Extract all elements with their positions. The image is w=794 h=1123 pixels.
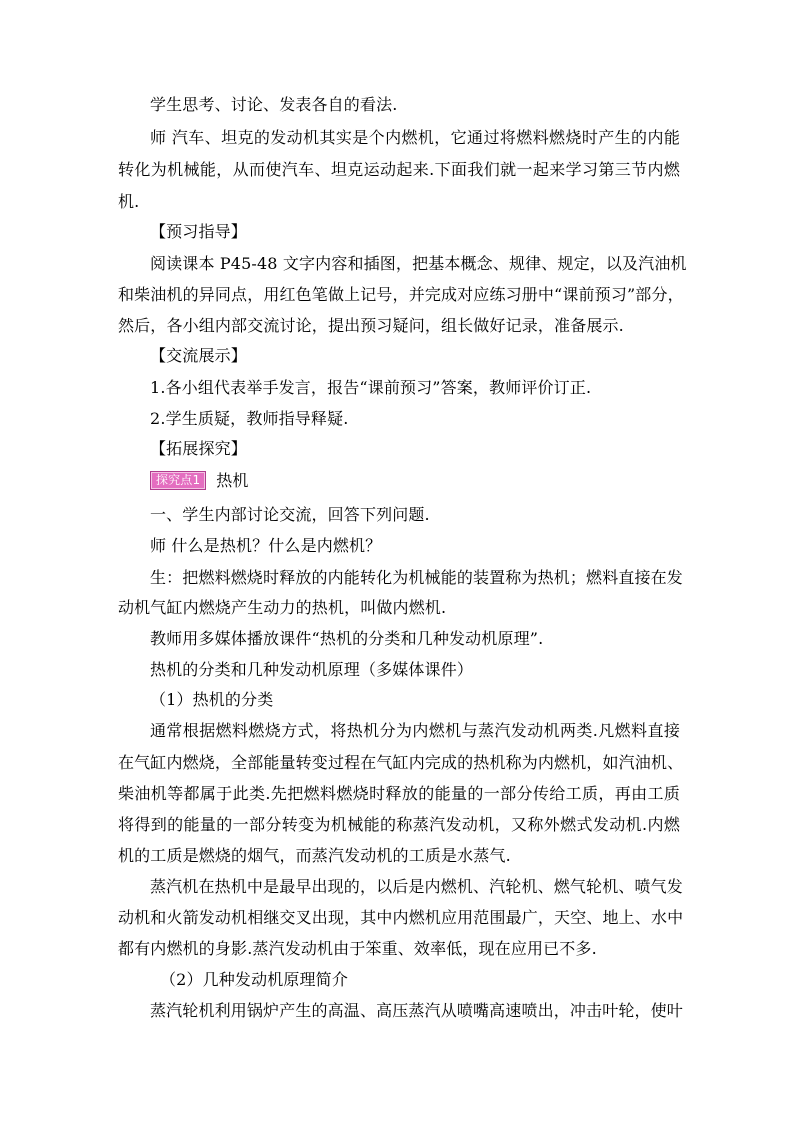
paragraph-line: 蒸汽轮机利用锅炉产生的高温、高压蒸汽从喷嘴高速喷出，冲击叶轮，使叶	[150, 1001, 683, 1020]
explore-point-badge: 探究点1	[150, 471, 206, 490]
paragraph-line: 将得到的能量的一部分转变为机械能的称蒸汽发动机，又称外燃式发动机.内燃	[118, 815, 680, 834]
paragraph-line: 师 汽车、坦克的发动机其实是个内燃机，它通过将燃料燃烧时产生的内能	[150, 128, 680, 147]
paragraph-line: 师 什么是热机？什么是内燃机？	[150, 536, 382, 555]
paragraph-line: 在气缸内燃烧，全部能量转变过程在气缸内完成的热机称为内燃机，如汽油机、	[118, 753, 684, 772]
explore-point-heading	[150, 471, 680, 491]
paragraph-line: 都有内燃机的身影.蒸汽发动机由于笨重、效率低，现在应用已不多.	[118, 939, 597, 958]
paragraph-line: 和柴油机的异同点，用红色笔做上记号，并完成对应练习册中“课前预习”部分，	[118, 285, 684, 304]
paragraph-line: 动机和火箭发动机相继交叉出现，其中内燃机应用范围最广，天空、地上、水中	[118, 908, 684, 927]
paragraph-line: 教师用多媒体播放课件“热机的分类和几种发动机原理”.	[150, 629, 544, 648]
paragraph-line: 柴油机等都属于此类.先把燃料燃烧时释放的能量的一部分传给工质，再由工质	[118, 784, 680, 803]
paragraph-line: 学生思考、讨论、发表各自的看法.	[150, 95, 398, 114]
paragraph-line: 机的工质是燃烧的烟气，而蒸汽发动机的工质是水蒸气.	[118, 846, 511, 865]
paragraph-line: 一、学生内部讨论交流，回答下列问题.	[150, 505, 430, 524]
paragraph-line: 生：把燃料燃烧时释放的内能转化为机械能的装置称为热机；燃料直接在发	[150, 568, 683, 587]
paragraph-line: （1）热机的分类	[150, 690, 274, 709]
section-heading: 【交流展示】	[150, 346, 247, 365]
paragraph-line: 阅读课本 P45-48 文字内容和插图，把基本概念、规律、规定，以及汽油机	[150, 254, 687, 273]
paragraph-line: 1.各小组代表举手发言，报告“课前预习”答案，教师评价订正.	[150, 378, 592, 397]
paragraph-line: 2.学生质疑，教师指导释疑.	[150, 409, 349, 428]
section-heading: 【预习指导】	[150, 222, 247, 241]
section-heading: 【拓展探究】	[150, 439, 247, 458]
paragraph-line: 通常根据燃料燃烧方式，将热机分为内燃机与蒸汽发动机两类.凡燃料直接	[150, 721, 680, 740]
paragraph-line: （2）几种发动机原理简介	[160, 970, 348, 989]
paragraph-line: 蒸汽机在热机中是最早出现的，以后是内燃机、汽轮机、燃气轮机、喷气发	[150, 877, 683, 896]
paragraph-line: 然后，各小组内部交流讨论，提出预习疑问，组长做好记录，准备展示.	[118, 316, 624, 335]
paragraph-line: 动机气缸内燃烧产生动力的热机，叫做内燃机.	[118, 598, 447, 617]
paragraph-line: 机.	[118, 192, 140, 211]
explore-topic: 热机	[216, 471, 249, 490]
paragraph-line: 热机的分类和几种发动机原理（多媒体课件）	[150, 660, 474, 679]
paragraph-line: 转化为机械能，从而使汽车、坦克运动起来.下面我们就一起来学习第三节内燃	[118, 160, 680, 179]
